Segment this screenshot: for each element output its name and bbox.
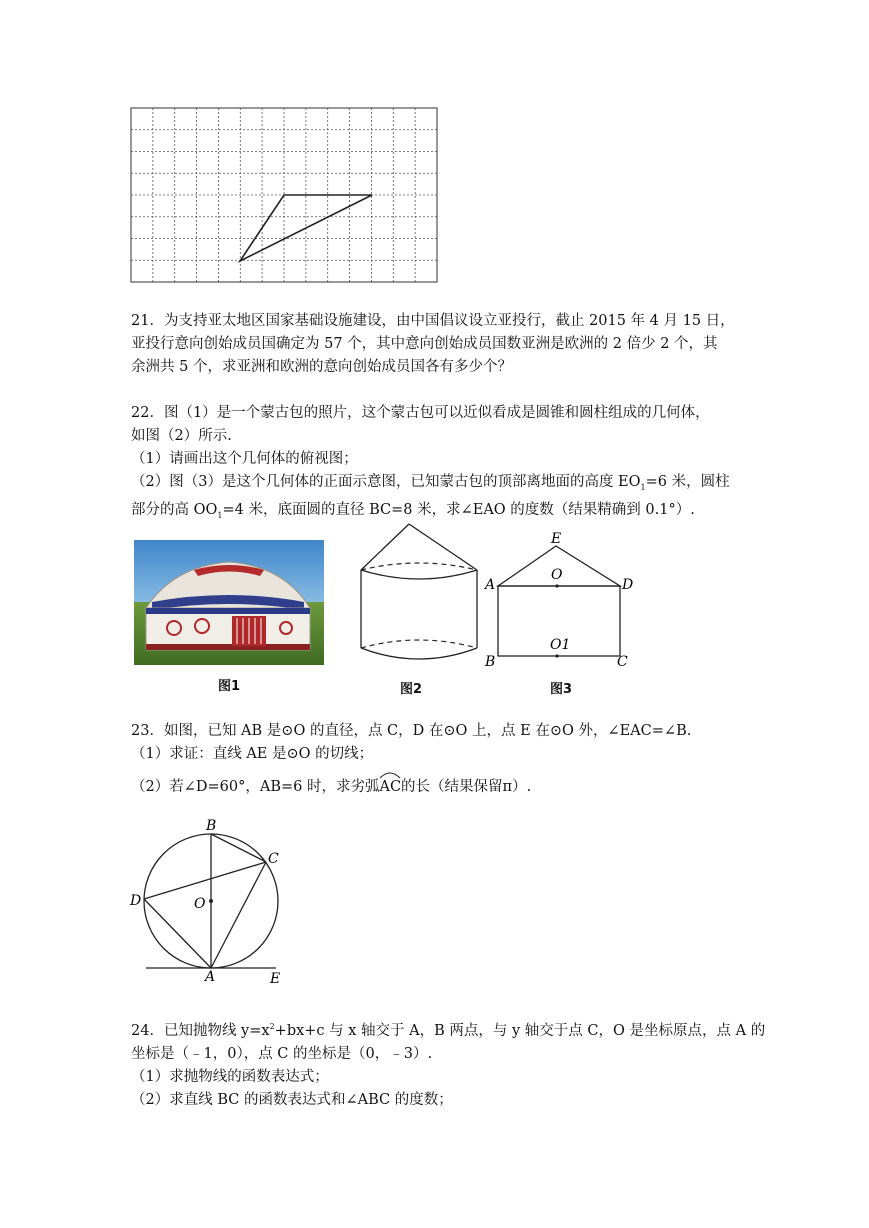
fig3-label-a: A (485, 577, 496, 593)
fig3-label-c: C (617, 654, 628, 670)
q23-line: （1）求证：直线 AE 是⊙O 的切线； (131, 746, 374, 762)
q24-line: （2）求直线 BC 的函数表达式和∠ABC 的度数； (131, 1091, 453, 1108)
q22-line: （2）图（3）是这个几何体的正面示意图，已知蒙古包的顶部离地面的高度 $EO_1=6$ 米，圆柱 (131, 474, 730, 492)
circle-label-o: O (194, 896, 206, 912)
figure-3-caption: 图3 (550, 682, 573, 697)
q23-line: （2）若∠D=60°，AB=6 时，求劣弧 AC的长（结果保留π）. (131, 776, 751, 799)
fig3-label-d: D (622, 577, 634, 593)
question-21 (131, 310, 751, 379)
fig3-label-e: E (551, 531, 562, 547)
q22-line: 如图（2）所示. (131, 428, 232, 444)
question-24 (131, 1015, 766, 1112)
cone-cylinder-figure (355, 518, 485, 678)
q24-line: 坐标是（﹣1，0），点 C 的坐标是（0，﹣3）. (131, 1045, 433, 1062)
q22-line: （1）请画出这个几何体的俯视图； (131, 451, 358, 467)
circle-figure (128, 815, 288, 990)
circle-label-b: B (206, 818, 217, 834)
q22-line: 22．图（1）是一个蒙古包的照片，这个蒙古包可以近似看成是圆锥和圆柱组成的几何体， (131, 405, 710, 421)
q22-line: 部分的高 $OO_1=4$ 米，底面圆的直径 BC=8 米，求∠EAO 的度数（结果精确到 0.1°）. (131, 501, 695, 520)
q24-line: 24．已知抛物线 $y=x^2+bx+c$ 与 x 轴交于 A，B 两点，与 y 轴交于点 C，O 是坐标原点，点 A 的 (131, 1022, 766, 1039)
circle-label-e: E (270, 971, 281, 987)
q24-line: （1）求抛物线的函数表达式； (131, 1068, 329, 1085)
question-22 (131, 402, 751, 527)
fig3-label-o: O (551, 567, 563, 583)
front-view-figure (480, 528, 640, 673)
yurt-photo (134, 540, 324, 665)
q21-line: 亚投行意向创始成员国确定为 57 个，其中意向创始成员国数亚洲是欧洲的 2 倍少 2 个，其 (131, 336, 718, 352)
circle-label-d: D (130, 893, 142, 909)
q21-line: 余洲共 5 个，求亚洲和欧洲的意向创始成员国各有多少个？ (131, 359, 512, 375)
fig3-label-b: B (485, 654, 496, 670)
question-23 (131, 720, 751, 799)
grid-triangle-figure (130, 107, 440, 285)
q21-line: 21．为支持亚太地区国家基础设施建设，由中国倡议设立亚投行，截止 2015 年 4 月 15 日， (131, 313, 735, 329)
arc-ac: AC (379, 776, 401, 799)
circle-label-c: C (268, 851, 279, 867)
fig3-label-o1: O1 (550, 637, 571, 653)
q23-line: 23．如图，已知 AB 是⊙O 的直径，点 C，D 在⊙O 上，点 E 在⊙O 外，∠EAC=∠B. (131, 723, 692, 739)
figure-1-caption: 图1 (218, 679, 241, 694)
figure-2-caption: 图2 (400, 682, 423, 697)
circle-label-a: A (205, 969, 216, 985)
